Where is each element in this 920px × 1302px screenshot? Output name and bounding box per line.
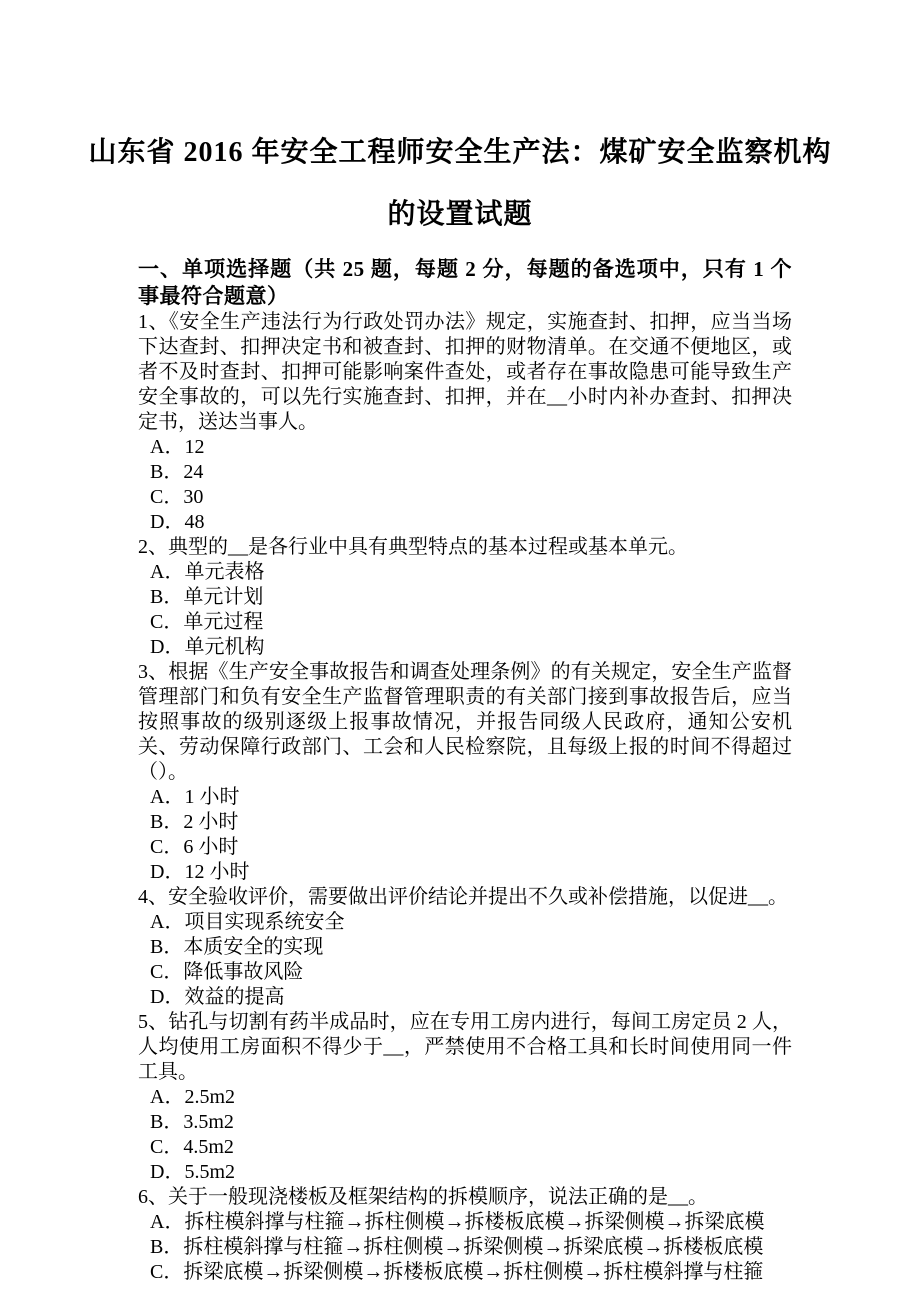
question-5-option-D: D．5.5m2 (150, 1161, 235, 1183)
question-1 (138, 310, 792, 535)
question-list (138, 310, 792, 1285)
question-5-option-A: A．2.5m2 (150, 1086, 235, 1108)
document-body (138, 256, 792, 1285)
question-stem: 2、典型的__是各行业中具有典型特点的基本过程或基本单元。 (138, 536, 688, 558)
question-2-option-B: B．单元计划 (150, 586, 264, 608)
question-stem: 3、根据《生产安全事故报告和调查处理条例》的有关规定，安全生产监督管理部门和负有安全生产监督管理职责的有关部门接到事故报告后，应当按照事故的级别逐级上报事故情况，并报告同级人民政府，通知公安机关、劳动保障行政部门、工会和人民检察院，且每级上报的时间不得超过（）。 (138, 661, 792, 783)
page-title-line-2: 的设置试题 (387, 199, 533, 230)
page-title (0, 0, 920, 246)
question-4 (138, 885, 792, 1010)
question-1-option-A: A．12 (150, 436, 205, 458)
question-3-option-A: A．1 小时 (150, 786, 240, 808)
question-1-option-C: C．30 (150, 486, 204, 508)
question-4-option-A: A．项目实现系统安全 (150, 911, 345, 933)
question-stem: 6、关于一般现浇楼板及框架结构的拆模顺序，说法正确的是__。 (138, 1186, 708, 1208)
question-6-option-A: A．拆柱模斜撑与柱箍→拆柱侧模→拆楼板底模→拆梁侧模→拆梁底模 (150, 1211, 765, 1233)
question-2 (138, 535, 792, 660)
question-4-option-C: C．降低事故风险 (150, 961, 304, 983)
question-5-option-B: B．3.5m2 (150, 1111, 234, 1133)
question-2-option-D: D．单元机构 (150, 636, 265, 658)
question-6-option-C: C．拆梁底模→拆梁侧模→拆楼板底模→拆柱侧模→拆柱模斜撑与柱箍 (150, 1261, 764, 1283)
question-1-option-B: B．24 (150, 461, 204, 483)
question-2-option-A: A．单元表格 (150, 561, 265, 583)
question-5-option-C: C．4.5m2 (150, 1136, 234, 1158)
question-stem: 4、安全验收评价，需要做出评价结论并提出不久或补偿措施，以促进__。 (138, 886, 788, 908)
question-2-option-C: C．单元过程 (150, 611, 264, 633)
question-1-option-D: D．48 (150, 511, 205, 533)
page-title-line-1: 山东省 2016 年安全工程师安全生产法：煤矿安全监察机构 (88, 137, 832, 168)
question-5 (138, 1010, 792, 1185)
question-4-option-D: D．效益的提高 (150, 986, 285, 1008)
question-3-option-B: B．2 小时 (150, 811, 239, 833)
question-4-option-B: B．本质安全的实现 (150, 936, 324, 958)
question-3 (138, 660, 792, 885)
question-3-option-D: D．12 小时 (150, 861, 250, 883)
question-6-option-B: B．拆柱模斜撑与柱箍→拆柱侧模→拆梁侧模→拆梁底模→拆楼板底模 (150, 1236, 764, 1258)
question-stem: 5、钻孔与切割有药半成品时，应在专用工房内进行，每间工房定员 2 人，人均使用工房面积不得少于__，严禁使用不合格工具和长时间使用同一件工具。 (138, 1011, 792, 1083)
section-header: 一、单项选择题（共 25 题，每题 2 分，每题的备选项中，只有 1 个事最符合题意） (138, 257, 792, 308)
question-3-option-C: C．6 小时 (150, 836, 239, 858)
question-stem: 1、《安全生产违法行为行政处罚办法》规定，实施查封、扣押，应当当场下达查封、扣押决定书和被查封、扣押的财物清单。在交通不便地区，或者不及时查封、扣押可能影响案件查处，或者存在事故隐患可能导致生产安全事故的，可以先行实施查封、扣押，并在__小时内补办查封、扣押决定书，送达当事人。 (138, 311, 792, 433)
question-6 (138, 1185, 792, 1285)
